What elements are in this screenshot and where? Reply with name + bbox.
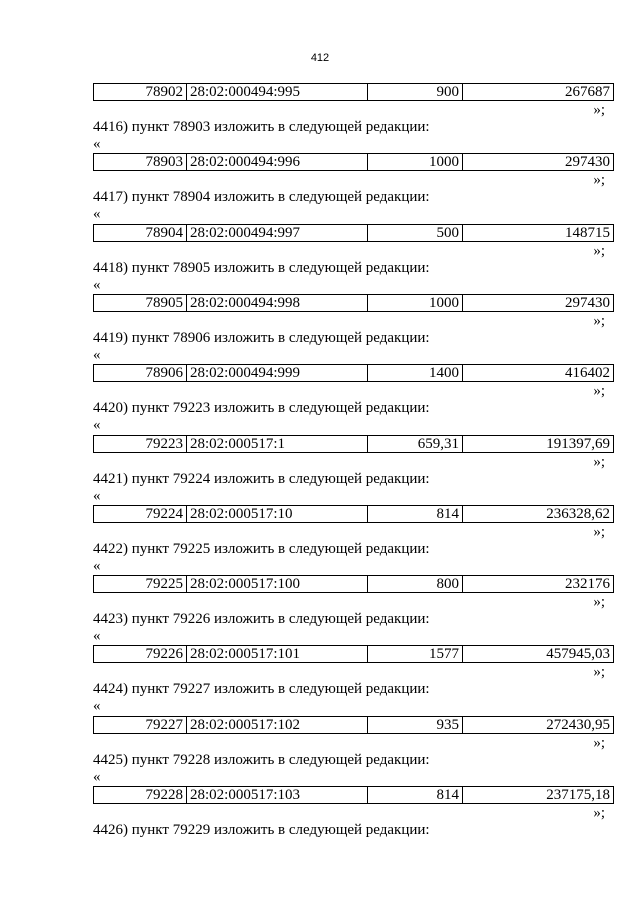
value-cell: 191397,69 [463, 435, 614, 452]
data-table-row [93, 505, 614, 523]
value-cell: 272430,95 [463, 716, 614, 733]
area-cell: 900 [368, 84, 463, 101]
row-number-cell: 78905 [94, 294, 187, 311]
cadastral-number-cell: 28:02:000517:102 [187, 716, 368, 733]
closing-quote: »; [593, 102, 605, 118]
cadastral-number-cell: 28:02:000517:1 [187, 435, 368, 452]
area-cell: 814 [368, 787, 463, 804]
amendment-instruction: 4426) пункт 79229 изложить в следующей редакции: [93, 822, 430, 838]
data-table-row [93, 786, 614, 804]
area-cell: 1577 [368, 646, 463, 663]
data-table-row [93, 435, 614, 453]
data-table-row [93, 364, 614, 382]
closing-quote: »; [593, 312, 605, 329]
cadastral-number-cell: 28:02:000517:103 [187, 787, 368, 804]
value-cell: 297430 [463, 154, 614, 171]
amendment-instruction: 4422) пункт 79225 изложить в следующей редакции: [93, 540, 430, 557]
row-number-cell: 78906 [94, 365, 187, 382]
data-table-row [93, 224, 614, 242]
amendment-instruction: 4425) пункт 79228 изложить в следующей редакции: [93, 751, 430, 768]
cadastral-number-cell: 28:02:000494:996 [187, 154, 368, 171]
value-cell: 232176 [463, 576, 614, 593]
amendment-instruction: 4419) пункт 78906 изложить в следующей редакции: [93, 329, 430, 346]
area-cell: 814 [368, 505, 463, 522]
row-number-cell: 79228 [94, 787, 187, 804]
value-cell: 148715 [463, 224, 614, 241]
row-number-cell: 79223 [94, 435, 187, 452]
cadastral-number-cell: 28:02:000494:999 [187, 365, 368, 382]
cadastral-number-cell: 28:02:000517:101 [187, 646, 368, 663]
cadastral-number-cell: 28:02:000494:997 [187, 224, 368, 241]
opening-quote: « [93, 276, 101, 293]
data-table-row [93, 153, 614, 171]
area-cell: 800 [368, 576, 463, 593]
area-cell: 659,31 [368, 435, 463, 452]
area-cell: 935 [368, 716, 463, 733]
area-cell: 1000 [368, 294, 463, 311]
value-cell: 416402 [463, 365, 614, 382]
value-cell: 236328,62 [463, 505, 614, 522]
cadastral-number-cell: 28:02:000494:995 [187, 84, 368, 101]
row-number-cell: 78903 [94, 154, 187, 171]
value-cell: 457945,03 [463, 646, 614, 663]
area-cell: 500 [368, 224, 463, 241]
closing-quote: »; [593, 383, 605, 400]
row-number-cell: 79224 [94, 505, 187, 522]
opening-quote: « [93, 768, 101, 785]
row-number-cell: 79225 [94, 576, 187, 593]
closing-quote: »; [593, 805, 605, 821]
amendment-instruction: 4417) пункт 78904 изложить в следующей редакции: [93, 189, 430, 206]
opening-quote: « [93, 136, 101, 152]
data-table-row [93, 716, 614, 734]
amendment-instruction: 4418) пункт 78905 изложить в следующей редакции: [93, 259, 430, 276]
closing-quote: »; [593, 734, 605, 751]
value-cell: 267687 [463, 84, 614, 101]
closing-quote: »; [593, 242, 605, 259]
closing-quote: »; [593, 664, 605, 681]
area-cell: 1000 [368, 154, 463, 171]
value-cell: 237175,18 [463, 787, 614, 804]
closing-quote: »; [593, 523, 605, 540]
amendment-instruction: 4424) пункт 79227 изложить в следующей редакции: [93, 681, 430, 698]
data-table-row [93, 294, 614, 312]
opening-quote: « [93, 346, 101, 363]
page-number: 412 [310, 52, 330, 64]
cadastral-number-cell: 28:02:000517:100 [187, 576, 368, 593]
opening-quote: « [93, 417, 101, 434]
amendment-instruction: 4423) пункт 79226 изложить в следующей редакции: [93, 611, 430, 628]
data-table-row [93, 83, 614, 101]
data-table-row [93, 645, 614, 663]
value-cell: 297430 [463, 294, 614, 311]
opening-quote: « [93, 206, 101, 223]
opening-quote: « [93, 487, 101, 504]
opening-quote: « [93, 698, 101, 715]
row-number-cell: 79227 [94, 716, 187, 733]
opening-quote: « [93, 628, 101, 645]
data-table-row [93, 575, 614, 593]
area-cell: 1400 [368, 365, 463, 382]
row-number-cell: 79226 [94, 646, 187, 663]
row-number-cell: 78904 [94, 224, 187, 241]
row-number-cell: 78902 [94, 84, 187, 101]
closing-quote: »; [593, 172, 605, 189]
amendment-instruction: 4416) пункт 78903 изложить в следующей редакции: [93, 119, 430, 135]
closing-quote: »; [593, 594, 605, 611]
opening-quote: « [93, 557, 101, 574]
cadastral-number-cell: 28:02:000517:10 [187, 505, 368, 522]
amendment-instruction: 4420) пункт 79223 изложить в следующей редакции: [93, 400, 430, 417]
amendment-instruction: 4421) пункт 79224 изложить в следующей редакции: [93, 470, 430, 487]
cadastral-number-cell: 28:02:000494:998 [187, 294, 368, 311]
closing-quote: »; [593, 453, 605, 470]
